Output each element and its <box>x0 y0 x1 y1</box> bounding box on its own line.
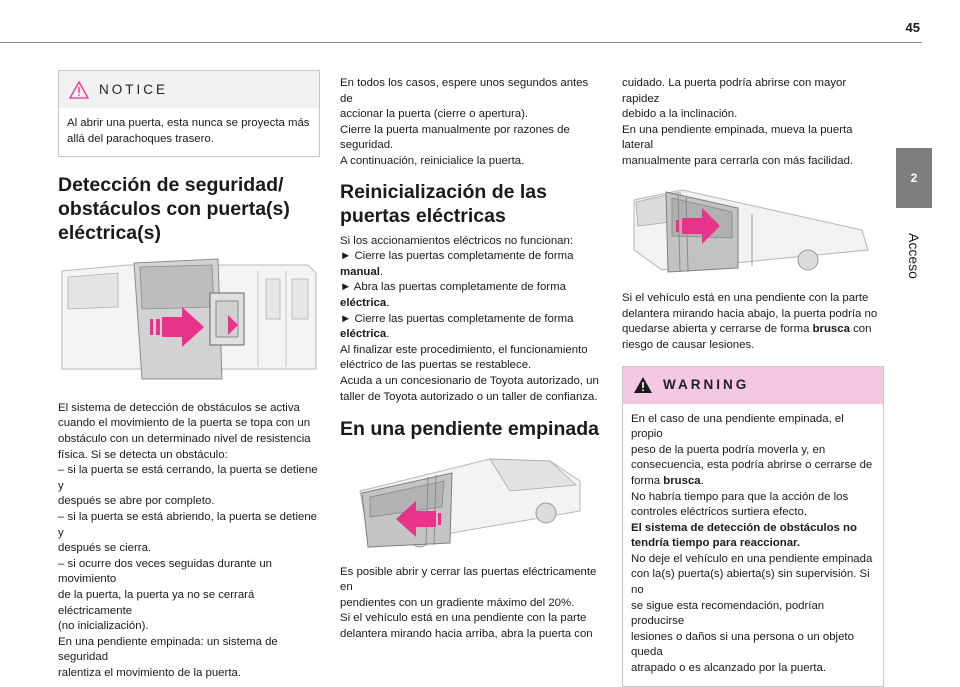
text-line: (no inicialización). <box>58 620 149 633</box>
text-line: Si el vehículo está en una pendiente con la parte <box>622 292 869 305</box>
text-line: de la puerta, la puerta ya no se cerrará eléctricamente <box>58 588 255 617</box>
text-line: Acuda a un concesionario de Toyota autorizado, un <box>340 374 599 387</box>
text-line: Cierre la puerta manualmente por razones de <box>340 123 570 136</box>
text-line: manualmente para cerrarla con más facilidad. <box>622 154 854 167</box>
text-span: forma <box>631 474 664 487</box>
section-heading-reinitialization: Reinicialización de las puertas eléctricas <box>340 180 547 227</box>
text-span: . <box>700 474 704 487</box>
text-line: seguridad. <box>340 139 394 152</box>
text-line-bold: tendría tiempo para reaccionar. <box>631 537 801 550</box>
text-line: accionar la puerta (cierre o apertura). <box>340 108 529 121</box>
text-line: obstáculo con un determinado nivel de resistencia <box>58 432 311 445</box>
step-3 <box>340 312 602 328</box>
text-line: delantera mirando hacia arriba, abra la puerta con <box>340 628 593 641</box>
notice-box <box>58 70 320 157</box>
text-line: después se cierra. <box>58 542 152 555</box>
page-number: 45 <box>905 20 920 35</box>
text-line: controles eléctricos surtiera efecto. <box>631 506 807 519</box>
text-line: cuando el movimiento de la puerta se topa con un <box>58 417 311 430</box>
text-line: atrapado o es alcanzado por la puerta. <box>631 662 827 675</box>
text-emphasis: brusca <box>812 323 850 336</box>
text-line: taller de Toyota autorizado o un taller de confianza. <box>340 390 598 403</box>
header-divider <box>0 42 922 43</box>
text-emphasis: brusca <box>663 474 701 487</box>
text-line: delantera mirando hacia abajo, la puerta podría no <box>622 307 878 320</box>
step-text: ► Abra las puertas completamente de forma <box>340 281 566 294</box>
intro-text <box>622 76 884 170</box>
text-line: No deje el vehículo en una pendiente empinada <box>631 552 873 565</box>
text-line: ralentiza el movimiento de la puerta. <box>58 666 241 679</box>
chapter-title: Acceso <box>906 233 922 279</box>
text-line: El sistema de detección de obstáculos se activa <box>58 401 300 414</box>
step-end: . <box>379 265 384 278</box>
text-span: con <box>849 323 872 336</box>
column-2 <box>340 76 602 643</box>
step-emphasis: eléctrica <box>340 296 387 309</box>
van-uphill-illustration <box>340 451 602 551</box>
step-1-cont <box>340 265 602 281</box>
text-line: consecuencia, esta podría abrirse o cerrarse de <box>631 459 873 472</box>
text-line: pendientes con un gradiente máximo del 20%. <box>340 596 575 609</box>
text-line: – si ocurre dos veces seguidas durante un movimiento <box>58 557 273 586</box>
text-line: eléctrico de las puertas se restablece. <box>340 359 532 372</box>
text-line: lesiones o daños si una persona o un objeto queda <box>631 630 854 659</box>
text-line: debido a la inclinación. <box>622 108 738 121</box>
step-emphasis: eléctrica <box>340 328 387 341</box>
van-door-obstacle-illustration <box>58 257 320 383</box>
step-1 <box>340 249 602 265</box>
warning-triangle-icon <box>633 376 653 394</box>
text-line-bold: El sistema de detección de obstáculos no <box>631 521 857 534</box>
text-line: A continuación, reinicialice la puerta. <box>340 154 525 167</box>
text-line: En todos los casos, espere unos segundos antes de <box>340 77 589 105</box>
text-line: En una pendiente empinada: un sistema de seguridad <box>58 635 278 664</box>
text-line: Es posible abrir y cerrar las puertas eléctricamente en <box>340 565 597 594</box>
warning-box <box>622 366 884 687</box>
text-line: No habría tiempo para que la acción de los <box>631 490 849 503</box>
text-line: Al finalizar este procedimiento, el funcionamiento <box>340 343 588 356</box>
warning-header <box>623 367 883 404</box>
step-emphasis: manual <box>340 265 380 278</box>
intro-text <box>340 76 602 170</box>
step-end: . <box>386 296 390 309</box>
text-line <box>622 322 884 338</box>
obstacle-detection-text <box>58 401 320 682</box>
warning-body <box>623 404 883 686</box>
step-2 <box>340 280 602 311</box>
warning-triangle-icon <box>69 81 89 99</box>
warning-title: WARNING <box>663 377 750 393</box>
slope-text <box>340 565 602 643</box>
text-line: con la(s) puerta(s) abierta(s) sin supervisión. Si no <box>631 568 870 597</box>
notice-text: Al abrir una puerta, esta nunca se proyecta más allá del parachoques trasero. <box>67 117 310 145</box>
text-line: – si la puerta se está cerrando, la puerta se detiene y <box>58 464 318 492</box>
text-line: Si el vehículo está en una pendiente con la parte <box>340 612 587 625</box>
text-line: después se abre por completo. <box>58 495 215 508</box>
section-heading-steep-slope: En una pendiente empinada <box>340 418 599 441</box>
chapter-tab[interactable] <box>896 148 932 208</box>
section-heading-obstacle-detection: Detección de seguridad/ obstáculos con puerta(s) eléctrica(s) <box>58 174 290 245</box>
text-line: se sigue esta recomendación, podrían producirse <box>631 599 825 628</box>
downhill-text <box>622 291 884 353</box>
text-line: En el caso de una pendiente empinada, el propio <box>631 412 844 441</box>
notice-header <box>59 71 319 108</box>
notice-title: NOTICE <box>99 81 169 97</box>
text-span: quedarse abierta y cerrarse de forma <box>622 323 813 336</box>
text-line: peso de la puerta podría moverla y, en <box>631 443 826 456</box>
step-end: . <box>386 328 390 341</box>
chapter-number: 2 <box>910 171 918 185</box>
van-downhill-illustration <box>622 180 884 278</box>
text-line: riesgo de causar lesiones. <box>622 338 755 351</box>
step-text: ► Cierre las puertas completamente de forma <box>340 250 574 263</box>
text-line <box>631 474 875 490</box>
step-text: ► Cierre las puertas completamente de forma <box>340 312 574 325</box>
step-3-cont <box>340 327 602 343</box>
text-line: En una pendiente empinada, mueva la puerta lateral <box>622 123 853 152</box>
text-line: – si la puerta se está abriendo, la puerta se detiene y <box>58 510 317 539</box>
text-line: física. Si se detecta un obstáculo: <box>58 448 228 461</box>
reinit-procedure <box>340 234 602 406</box>
text-line: Si los accionamientos eléctricos no funcionan: <box>340 234 574 247</box>
text-line: cuidado. La puerta podría abrirse con mayor rapidez <box>622 77 847 105</box>
column-1 <box>58 70 320 681</box>
column-3 <box>622 76 884 687</box>
